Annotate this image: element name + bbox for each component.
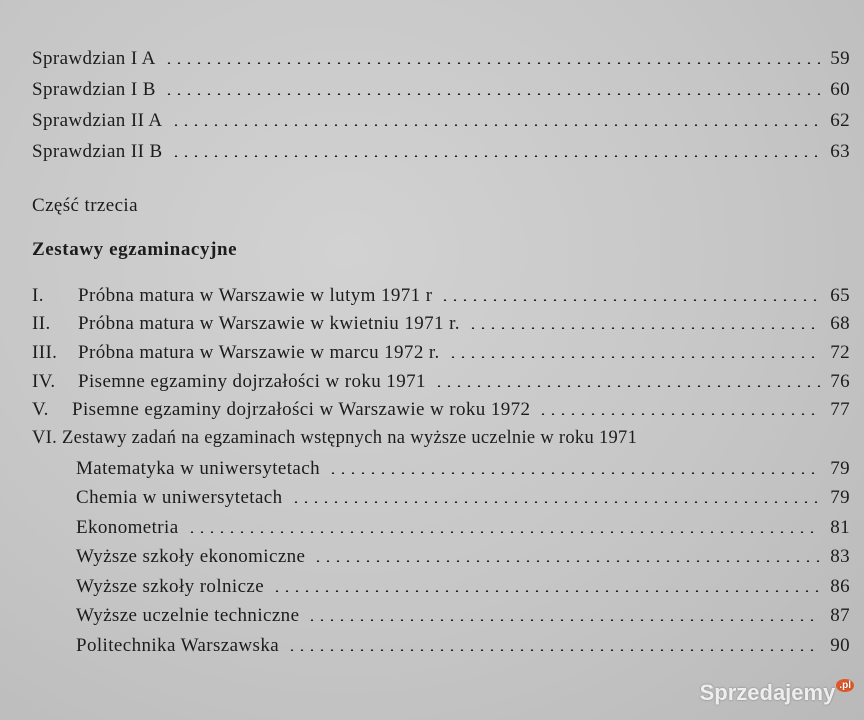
toc-subentry-title: Wyższe szkoły ekonomiczne	[76, 546, 306, 567]
roman-numeral: III.	[32, 342, 58, 363]
toc-subentry-title: Wyższe uczelnie techniczne	[76, 605, 300, 626]
toc-page-number: 63	[830, 141, 850, 162]
toc-entry-title: Pisemne egzaminy dojrzałości w roku 1971	[78, 371, 426, 392]
toc-subrow	[76, 576, 850, 598]
toc-page-number: 79	[830, 458, 850, 479]
dot-leader	[187, 531, 821, 533]
toc-page-number: 65	[830, 285, 850, 306]
toc-page-number: 59	[830, 48, 850, 69]
toc-entry-vi: VI. Zestawy zadań na egzaminach wstępnych na wyższe uczelnie w roku 1971	[32, 428, 638, 448]
toc-row	[32, 285, 850, 307]
toc-row	[32, 342, 850, 364]
toc-page-number: 60	[830, 79, 850, 100]
roman-numeral: V.	[32, 399, 49, 420]
toc-row	[32, 313, 850, 335]
toc-subentry-title: Wyższe szkoły rolnicze	[76, 576, 265, 597]
toc-subrow	[76, 546, 850, 568]
toc-page-number: 79	[830, 487, 850, 508]
dot-leader	[171, 155, 821, 157]
dot-leader	[440, 299, 820, 301]
toc-row	[32, 48, 850, 70]
toc-entry-title: Sprawdzian II A	[32, 110, 163, 131]
toc-entry-title: Sprawdzian I A	[32, 48, 156, 69]
toc-subentry-title: Ekonometria	[76, 517, 179, 538]
toc-page-number: 87	[830, 605, 850, 626]
roman-numeral: II.	[32, 313, 51, 334]
section-heading: Zestawy egzaminacyjne	[32, 239, 238, 260]
toc-page-number: 81	[830, 517, 850, 538]
toc-entry-title: Próbna matura w Warszawie w marcu 1972 r.	[78, 342, 440, 363]
toc-subrow	[76, 605, 850, 627]
roman-numeral: IV.	[32, 371, 56, 392]
toc-row	[32, 141, 850, 163]
toc-entry-title: Próbna matura w Warszawie w lutym 1971 r	[78, 285, 433, 306]
toc-page-number: 62	[830, 110, 850, 131]
toc-page-number: 86	[830, 576, 850, 597]
toc-entry-title: Próbna matura w Warszawie w kwietniu 1971 r.	[78, 313, 460, 334]
toc-page-number: 83	[830, 546, 850, 567]
toc-page-number: 68	[830, 313, 850, 334]
roman-numeral: I.	[32, 285, 44, 306]
toc-page-number: 77	[830, 399, 850, 420]
dot-leader	[434, 385, 820, 387]
toc-row	[32, 371, 850, 393]
toc-subrow	[76, 517, 850, 539]
watermark-text: Sprzedajemy	[699, 680, 836, 705]
toc-entry-title: Sprawdzian II B	[32, 141, 163, 162]
toc-entry-title: Pisemne egzaminy dojrzałości w Warszawie w roku 1972	[72, 399, 531, 420]
toc-subrow	[76, 635, 850, 657]
dot-leader	[164, 93, 820, 95]
dot-leader	[468, 327, 820, 329]
toc-page-number: 76	[830, 371, 850, 392]
section-label: Część trzecia	[32, 195, 138, 216]
toc-subrow	[76, 487, 850, 509]
dot-leader	[272, 590, 820, 592]
dot-leader	[307, 619, 820, 621]
dot-leader	[328, 472, 820, 474]
toc-entry-title: Sprawdzian I B	[32, 79, 156, 100]
toc-subentry-title: Matematyka w uniwersytetach	[76, 458, 320, 479]
toc-row	[32, 399, 850, 421]
dot-leader	[313, 560, 820, 562]
toc-subentry-title: Chemia w uniwersytetach	[76, 487, 283, 508]
toc-page-number: 90	[830, 635, 850, 656]
dot-leader	[538, 413, 820, 415]
dot-leader	[164, 62, 820, 64]
dot-leader	[287, 649, 820, 651]
watermark-logo	[700, 680, 854, 706]
toc-row	[32, 79, 850, 101]
dot-leader	[291, 501, 821, 503]
toc-page-number: 72	[830, 342, 850, 363]
dot-leader	[448, 356, 820, 358]
toc-row	[32, 110, 850, 132]
toc-subrow	[76, 458, 850, 480]
dot-leader	[171, 124, 821, 126]
toc-subentry-title: Politechnika Warszawska	[76, 635, 280, 656]
watermark-suffix: .pl	[836, 679, 854, 692]
